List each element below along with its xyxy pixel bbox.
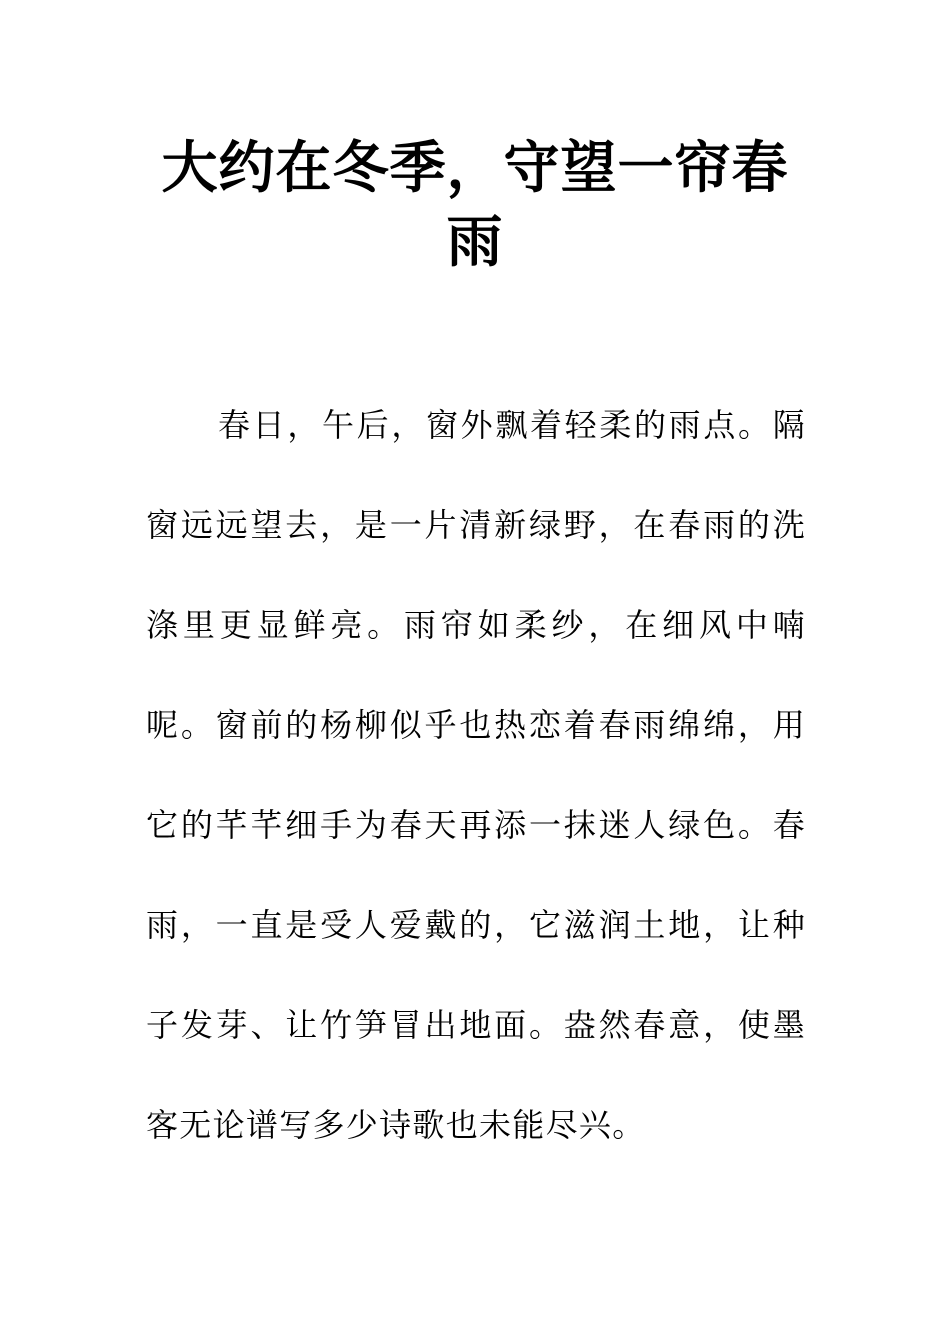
body-paragraph: 春日，午后，窗外飘着轻柔的雨点。隔窗远远望去，是一片清新绿野，在春雨的洗涤里更显鲜亮。雨帘如柔纱，在细风中喃呢。窗前的杨柳似乎也热恋着春雨绵绵，用它的芊芊细手为春天再添一抹迷人绿色。春雨，一直是受人爱戴的，它滋润土地，让种子发芽、让竹笋冒出地面。盎然春意，使墨客无论谱写多少诗歌也未能尽兴。 [146,406,806,1144]
document-title: 大约在冬季，守望一帘春雨 [161,136,789,275]
